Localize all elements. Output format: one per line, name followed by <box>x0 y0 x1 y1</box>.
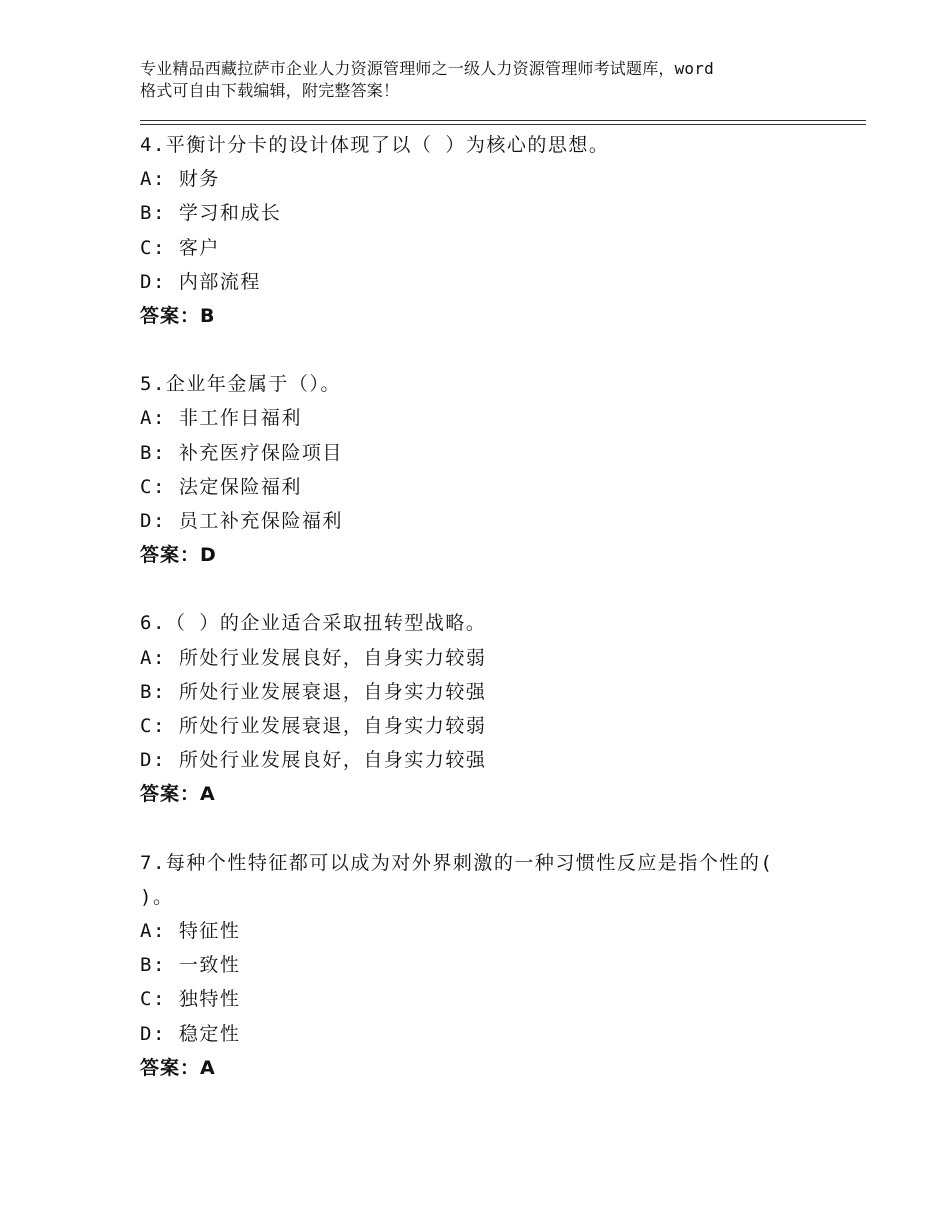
option-b: B: 学习和成长 <box>140 202 282 225</box>
answer-label: 答案：D <box>140 544 217 567</box>
answer-label: 答案：B <box>140 305 216 328</box>
option-c: C: 所处行业发展衰退，自身实力较弱 <box>140 715 487 738</box>
answer-label: 答案：A <box>140 783 216 806</box>
option-d: D: 内部流程 <box>140 270 261 293</box>
option-c: C: 客户 <box>140 236 220 259</box>
option-a: A: 财务 <box>140 168 220 191</box>
question-stem: 4.平衡计分卡的设计体现了以（ ）为核心的思想。 <box>140 134 610 156</box>
question-7 <box>140 846 840 1085</box>
answer-label: 答案：A <box>140 1056 216 1079</box>
option-a: A: 非工作日福利 <box>140 407 302 430</box>
document-header <box>140 58 820 102</box>
question-4 <box>140 128 840 333</box>
question-stem: 6.（ ）的企业适合采取扭转型战略。 <box>140 612 487 635</box>
question-6 <box>140 606 840 811</box>
question-list <box>140 128 840 1119</box>
question-stem-line-2: )。 <box>140 885 174 908</box>
question-stem: 5.企业年金属于（）。 <box>140 373 341 396</box>
option-b: B: 一致性 <box>140 954 241 977</box>
option-b: B: 所处行业发展衰退，自身实力较强 <box>140 680 487 703</box>
header-line-1: 专业精品西藏拉萨市企业人力资源管理师之一级人力资源管理师考试题库，word <box>140 59 714 78</box>
option-a: A: 特征性 <box>140 920 241 943</box>
header-line-2: 格式可自由下载编辑，附完整答案！ <box>140 81 400 100</box>
header-divider-top <box>140 120 866 121</box>
question-5 <box>140 367 840 572</box>
option-d: D: 员工补充保险福利 <box>140 510 343 533</box>
option-b: B: 补充医疗保险项目 <box>140 441 343 464</box>
option-d: D: 所处行业发展良好，自身实力较强 <box>140 749 487 772</box>
header-divider-bottom <box>140 124 866 125</box>
option-c: C: 独特性 <box>140 988 241 1011</box>
question-stem-line-1: 7.每种个性特征都可以成为对外界刺激的一种习惯性反应是指个性的( <box>140 851 774 874</box>
option-a: A: 所处行业发展良好，自身实力较弱 <box>140 646 487 669</box>
option-c: C: 法定保险福利 <box>140 475 302 498</box>
option-d: D: 稳定性 <box>140 1022 241 1045</box>
